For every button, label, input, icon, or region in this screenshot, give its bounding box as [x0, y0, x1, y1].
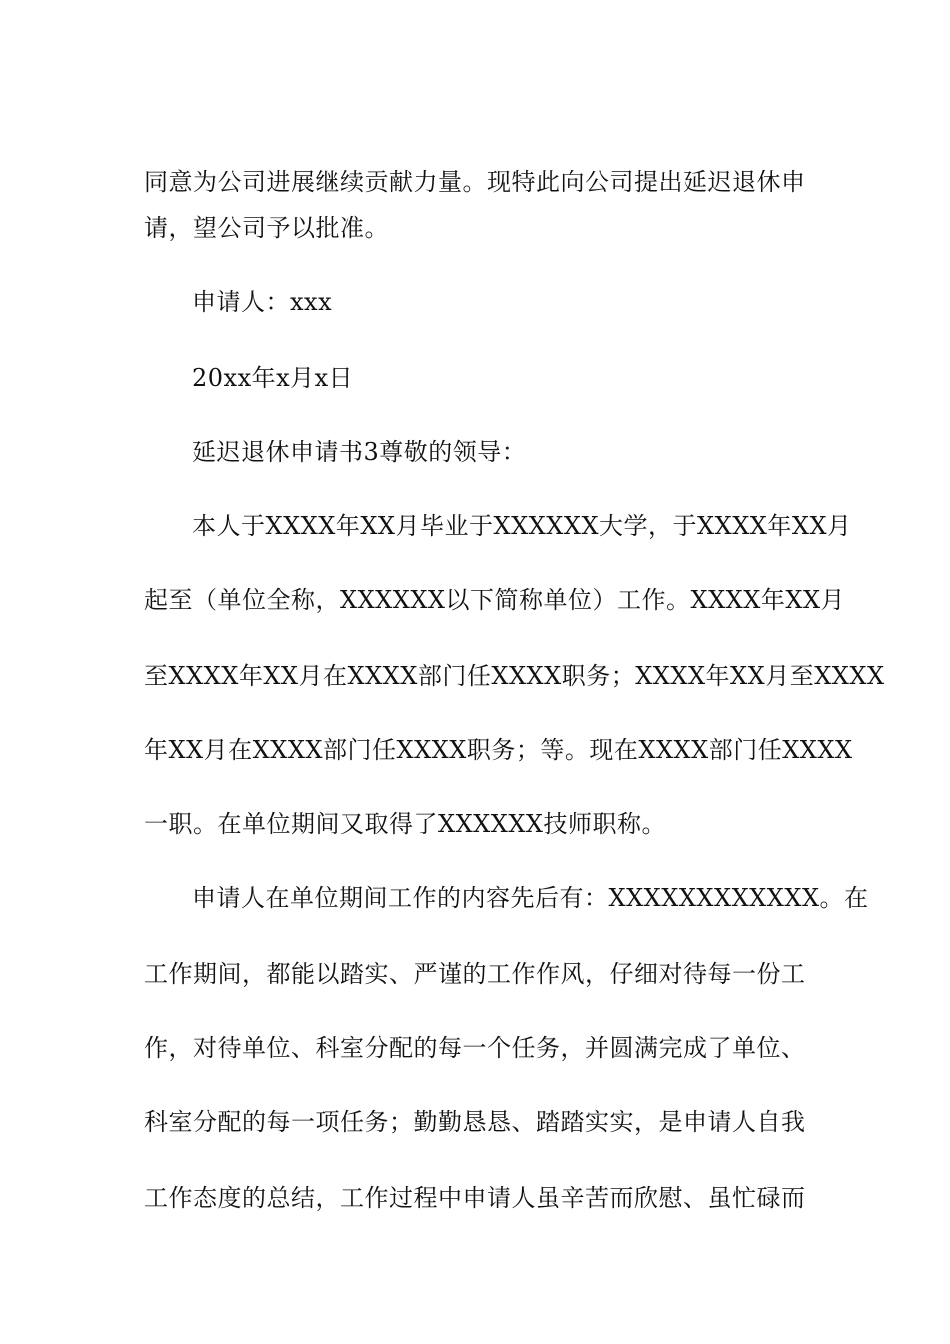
body-text-line: 工作期间，都能以踏实、严谨的工作作风，仔细对待每一份工 — [144, 960, 806, 988]
body-text-line: 年XX月在XXXX部门任XXXX职务；等。现在XXXX部门任XXXX — [144, 736, 853, 764]
date-line: 20xx年x月x日 — [192, 364, 354, 392]
body-text-line: 请，望公司予以批准。 — [144, 214, 389, 242]
body-text-line: 本人于XXXX年XX月毕业于XXXXXX大学，于XXXX年XX月 — [192, 512, 852, 540]
body-text-line: 科室分配的每一项任务；勤勤恳恳、踏踏实实，是申请人自我 — [144, 1108, 806, 1136]
body-text-line: 一职。在单位期间又取得了XXXXXX技师职称。 — [144, 810, 667, 838]
body-text-line: 起至（单位全称，XXXXXX以下简称单位）工作。XXXX年XX月 — [144, 586, 846, 614]
section-heading-line: 延迟退休申请书3尊敬的领导： — [192, 438, 527, 466]
body-text-line: 作，对待单位、科室分配的每一个任务，并圆满完成了单位、 — [144, 1034, 806, 1062]
body-text-line: 同意为公司进展继续贡献力量。现特此向公司提出延迟退休申 — [144, 168, 806, 196]
body-text-line: 工作态度的总结，工作过程中申请人虽辛苦而欣慰、虽忙碌而 — [144, 1184, 806, 1212]
applicant-line: 申请人：xxx — [192, 288, 333, 316]
body-text-line: 申请人在单位期间工作的内容先后有：XXXXXXXXXXXX。在 — [192, 884, 869, 912]
body-text-line: 至XXXX年XX月在XXXX部门任XXXX职务；XXXX年XX月至XXXX — [144, 662, 885, 690]
